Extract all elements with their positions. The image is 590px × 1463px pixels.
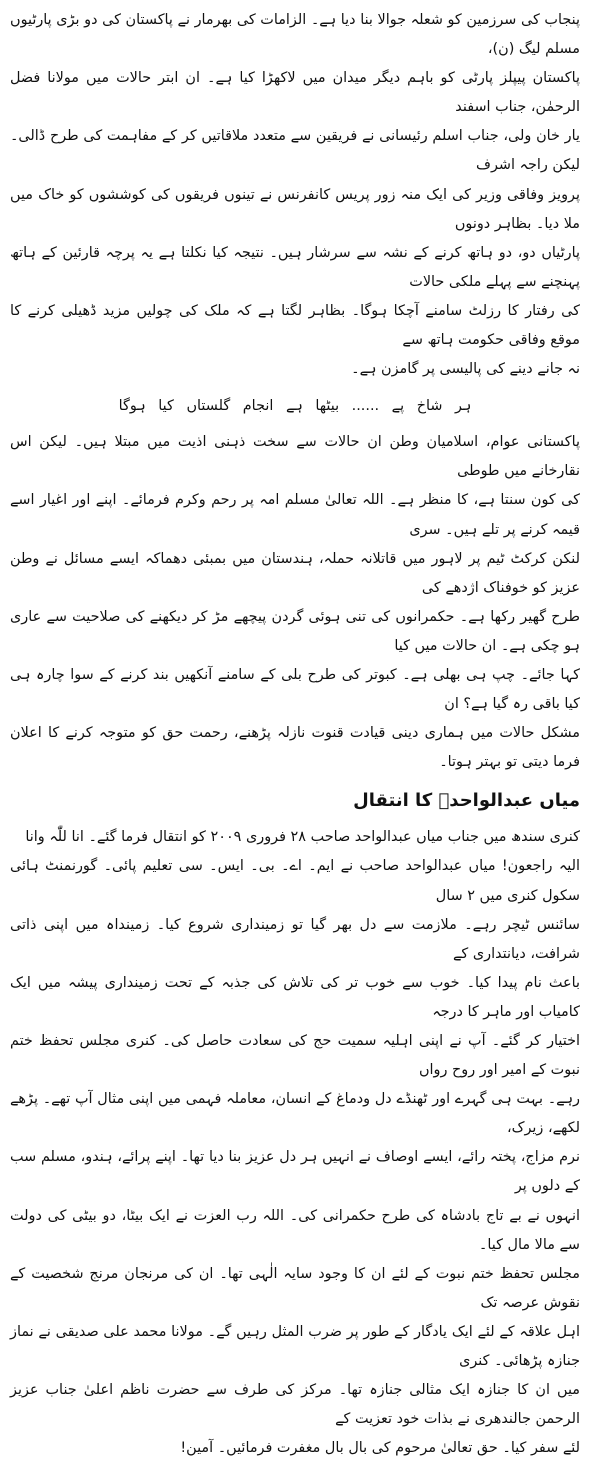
paragraph-obituary: کنری سندھ میں جناب میاں عبدالواحد صاحب ۲۸ فروری ۲۰۰۹ کو انتقال فرما گئے۔ انا للّٰہ وانا الیہ راجعون! میاں عبدالواحد صاحب نے ایم۔ اے۔ بی۔ ایس۔ سی تعلیم پائی۔ گورنمنٹ ہائی سکول کنری میں ۲ سال سائنس ٹیچر رہے۔ ملازمت سے دل بھر گیا تو زمینداری شروع کیا۔ زمینداہ میں اپنی ذاتی شرافت، دیانتداری کے باعث نام پیدا کیا۔ خوب سے خوب تر کی تلاش کی جذبہ کے تحت زمینداری پیشہ میں ایک کامیاب اور ماہر کا درجہ اختیار کر گئے۔ آپ نے اپنی اہلیہ سمیت حج کی سعادت حاصل کی۔ کنری مجلس تحفظ ختم نبوت کے امیر اور روح رواں رہے۔ بہت ہی گہرے اور ٹھنڈے دل ودماغ کے انسان، معاملہ فہمی میں اپنی مثال آپ تھے۔ پڑھے لکھے، زیرک، نرم مزاج، پختہ رائے، ایسے اوصاف نے انہیں ہر دل عزیز بنا دیا تھا۔ اپنے پرائے، ہندو، مسلم سب کے دلوں پر انہوں نے بے تاج بادشاہ کی طرح حکمرانی کی۔ اللہ رب العزت نے ایک بیٹا، دو بیٹی کی دولت سے مالا مال کیا۔ مجلس تحفظ ختم نبوت کے لئے ان کا وجود سایہ الٰہی تھا۔ ان کی مرنجان مرنج شخصیت کے نقوش عرصہ تک اہل علاقہ کے لئے ایک یادگار کے طور پر ضرب المثل رہیں گے۔ مولانا محمد علی صدیقی نے نماز جنازہ پڑھائی۔ کنری میں ان کا جنازہ ایک مثالی جنازہ تھا۔ مرکز کی طرف سے حضرت ناظم اعلیٰ جناب عزیز الرحمن جالندھری نے بذات خود تعزیت کے لئے سفر کیا۔ حق تعالیٰ مرحوم کی بال بال مغفرت فرمائیں۔ آمین! [10, 829, 580, 1457]
paragraph-national-conditions: پاکستانی عوام، اسلامیان وطن ان حالات سے سخت ذہنی اذیت میں مبتلا ہیں۔ لیکن اس نقارخانے میں طوطی کی کون سنتا ہے، کا منظر ہے۔ اللہ تعالیٰ مسلم امہ پر رحم وکرم فرمائے۔ اپنے اور اغیار اسے قیمہ کرنے پر تلے ہیں۔ سری لنکن کرکٹ ٹیم پر لاہور میں قاتلانہ حملہ، ہندستان میں بمبئی دھماکہ ایسے مسائل نے وطن عزیز کو خوفناک اژدھے کی طرح گھیر رکھا ہے۔ حکمرانوں کی تنی ہوئی گردن پیچھے مڑ کر دیکھنے کی صلاحیت سے عاری ہو چکی ہے۔ ان حالات میں کیا کہا جائے۔ چپ ہی بھلی ہے۔ کبوتر کی طرح بلی کے سامنے آنکھیں بند کرنے کے سوا چارہ ہی کیا باقی رہ گیا ہے؟ ان مشکل حالات میں ہماری دینی قیادت قنوت نازلہ پڑھنے، رحمت حق کو متوجہ کرنے کا اعلان فرما دیتی تو بہتر ہوتا۔ [10, 434, 580, 771]
paragraph-political-situation: پنجاب کی سرزمین کو شعلہ جوالا بنا دیا ہے۔ الزامات کی بھرمار نے پاکستان کی دو بڑی پارٹیوں مسلم لیگ (ن)، پاکستان پیپلز پارٹی کو باہم دیگر میدان میں لاکھڑا کیا ہے۔ ان ابتر حالات میں مولانا فضل الرحمٰن، جناب اسفند یار خان ولی، جناب اسلم رئیسانی نے فریقین سے متعدد ملاقاتیں کر کے مفاہمت کی طرح ڈالی۔ لیکن راجہ اشرف پرویز وفاقی وزیر کی ایک منہ زور پریس کانفرنس نے تینوں فریقوں کی کوششوں کو خاک میں ملا دیا۔ بظاہر دونوں پارٹیاں دو، دو ہاتھ کرنے کے نشہ سے سرشار ہیں۔ نتیجہ کیا نکلتا ہے یہ پرچہ قارئین کے ہاتھ پہنچنے سے پہلے ملکی حالات کی رفتار کا رزلٹ سامنے آچکا ہوگا۔ بظاہر لگتا ہے کہ ملک کی چولیں مزید ڈھیلی کرنے کا موقع وفاقی حکومت ہاتھ سے نہ جانے دینے کی پالیسی پر گامزن ہے۔ [10, 12, 580, 378]
obituary-heading: میاں عبدالواحدؒ کا انتقال [353, 790, 580, 812]
poetry-verse: ہر شاخ پے ...... بیٹھا ہے انجام گلستاں کیا ہوگا [118, 398, 472, 415]
